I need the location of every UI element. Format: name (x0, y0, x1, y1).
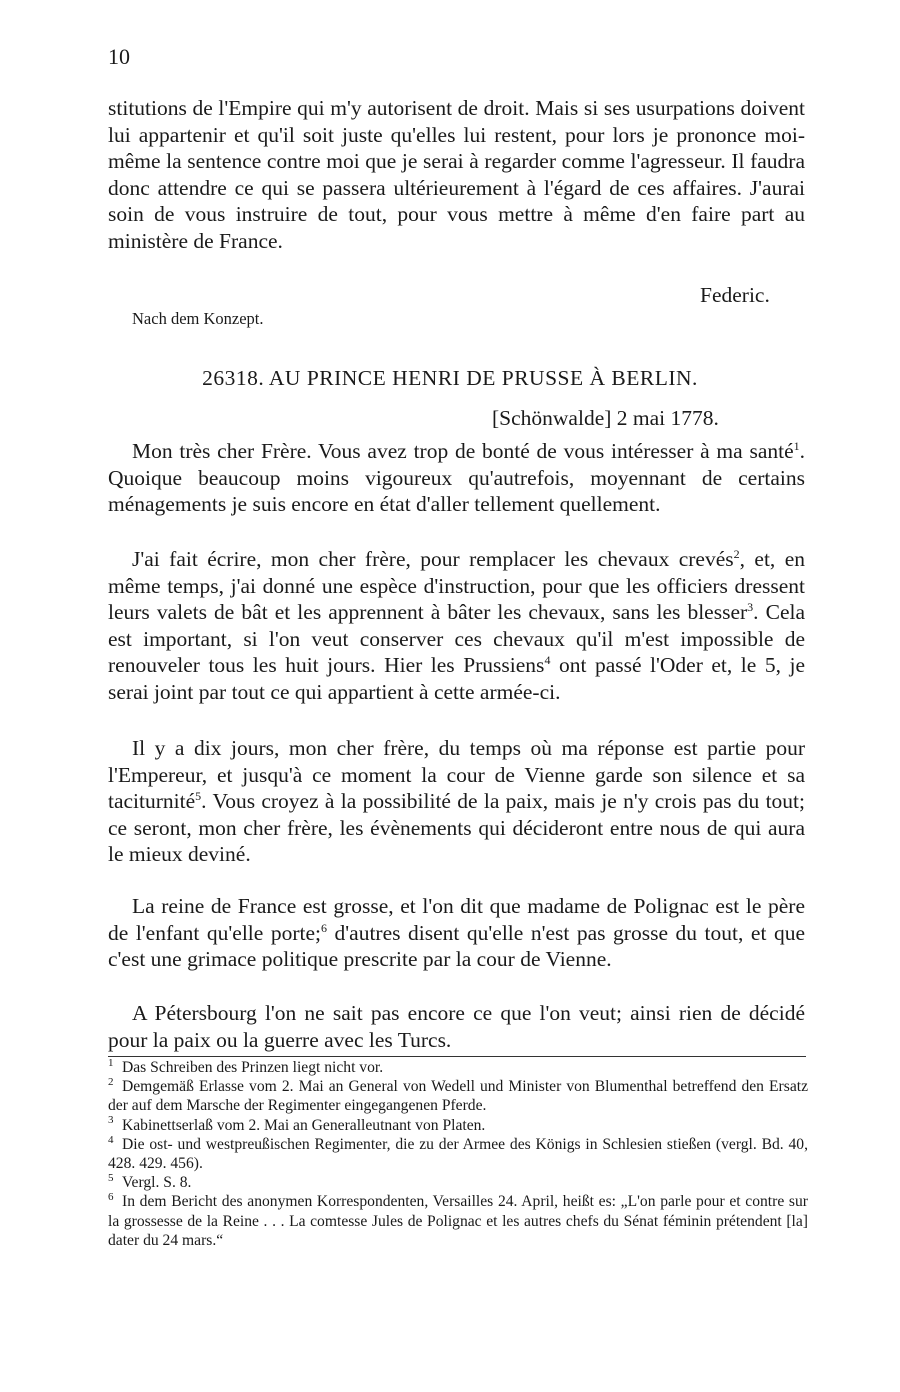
footnote-4: 4 Die ost- und westpreußischen Regimenter, die zu der Armee des Königs in Schlesien stießen (vergl. Bd. 40, 428. 429. 456). (108, 1133, 808, 1173)
footnote-ref-5: 5 (195, 789, 202, 804)
footnote-ref-4: 4 (544, 653, 551, 668)
signature: Federic. (700, 283, 770, 307)
letter-heading: 26318. AU PRINCE HENRI DE PRUSSE À BERLIN. (202, 366, 698, 390)
footnote-3: 3 Kabinettserlaß vom 2. Mai an Generalleutnant von Platen. (108, 1114, 486, 1134)
footnote-separator (108, 1056, 806, 1057)
source-note: Nach dem Konzept. (132, 309, 264, 328)
paragraph-2-text-b: , et, en même temps, j'ai donné une espèce d'instruction, pour que les officiers dressent leurs valets de bât et les apprennent à bâter les chevaux, sans les blesser (108, 547, 806, 625)
footnote-ref-2: 2 (733, 546, 740, 561)
paragraph-3 (108, 735, 805, 868)
footnote-ref-6: 6 (321, 920, 327, 935)
footnotes (108, 1058, 808, 1250)
footnote-text: Kabinettserlaß vom 2. Mai an Generalleutnant von Platen. (122, 1116, 486, 1134)
page-number: 10 (108, 44, 130, 69)
footnote-text: Die ost- und westpreußischen Regimenter, die zu der Armee des Königs in Schlesien stießen (vergl. Bd. 40, 428. 429. 456). (108, 1135, 808, 1173)
paragraph-2-text-d: ont passé l'Oder et, le 5, je serai joint par tout ce qui appartient à cette armée-ci. (108, 653, 805, 704)
paragraph-3-text-b: . Vous croyez à la possibilité de la paix, mais je n'y crois pas du tout; ce seront, mon cher frère, les évènements qui décideront entre nous de qui aura le mieux deviné. (108, 789, 805, 867)
footnote-6: 6 In dem Bericht des anonymen Korrespondenten, Versailles 24. April, heißt es: „L'on parle pour et contre sur la grossesse de la Reine . . . La comtesse Jules de Polignac et les autres chefs du Sénat féminin prétendent [la] dater du 24 mars.“ (108, 1191, 808, 1249)
footnote-1: 1 Das Schreiben des Prinzen liegt nicht vor. (108, 1056, 384, 1076)
paragraph-2 (108, 546, 805, 706)
paragraph-1-text-b: . Quoique beaucoup moins vigoureux qu'autrefois, moyennant de certains ménagements je suis encore en état d'aller tellement quellement. (108, 439, 805, 517)
footnote-text: Vergl. S. 8. (122, 1174, 192, 1192)
paragraph-5: A Pétersbourg l'on ne sait pas encore ce que l'on veut; ainsi rien de décidé pour la paix ou la guerre avec les Turcs. (108, 1001, 805, 1052)
footnote-text: In dem Bericht des anonymen Korrespondenten, Versailles 24. April, heißt es: „L'on parle pour et contre sur la grossesse de la Reine . . . La comtesse Jules de Polignac et les autres chefs du Sénat féminin prétendent [la] dater du 24 mars.“ (108, 1193, 808, 1249)
paragraph-4-text-a: La reine de France est grosse, et l'on dit que madame de Polignac est le père de l'enfant qu'elle porte; (108, 894, 805, 945)
footnote-text: Demgemäß Erlasse vom 2. Mai an General von Wedell und Minister von Blumenthal betreffend den Ersatz der auf dem Marsche der Regimenter eingegangenen Pferde. (108, 1078, 808, 1115)
footnote-5: 5 Vergl. S. 8. (108, 1172, 192, 1192)
paragraph-1-text-a: Mon très cher Frère. Vous avez trop de bonté de vous intéresser à ma santé (132, 439, 794, 463)
footnote-ref-1: 1 (793, 438, 800, 453)
paragraph-3-text-a: Il y a dix jours, mon cher frère, du temps où ma réponse est partie pour l'Empereur, et jusqu'à ce moment la cour de Vienne garde son silence et sa taciturnité (108, 736, 805, 814)
paragraph-1 (108, 438, 805, 518)
paragraph-2-text-a: J'ai fait écrire, mon cher frère, pour remplacer les chevaux crevés (132, 547, 734, 571)
paragraph-2-text-c: . Cela est important, si l'on veut conserver ces chevaux qu'il m'est impossible de renouveler tous les huit jours. Hier les Prussiens (108, 600, 806, 678)
paragraph-4 (108, 893, 805, 973)
letter-body-continued: stitutions de l'Empire qui m'y autorisent de droit. Mais si ses usurpations doivent lui appartenir et qu'il soit juste qu'elles lui restent, pour lors je prononce moi-même la sentence contre moi que je serai à regarder comme l'agresseur. Il faudra donc attendre ce qui se passera ultérieurement à l'égard de ces affaires. J'aurai soin de vous instruire de tout, pour vous mettre à même d'en faire part au ministère de France. (108, 96, 805, 253)
paragraph-4-text-b: d'autres disent qu'elle n'est pas grosse du tout, et que c'est une grimace politique prescrite par la cour de Vienne. (108, 920, 805, 972)
dateline: [Schönwalde] 2 mai 1778. (492, 406, 719, 430)
footnote-2: 2 Demgemäß Erlasse vom 2. Mai an General von Wedell und Minister von Blumenthal betreffend den Ersatz der auf dem Marsche der Regimenter eingegangenen Pferde. (108, 1076, 808, 1115)
footnote-ref-3: 3 (747, 600, 754, 615)
footnote-text: Das Schreiben des Prinzen liegt nicht vor. (122, 1059, 384, 1076)
